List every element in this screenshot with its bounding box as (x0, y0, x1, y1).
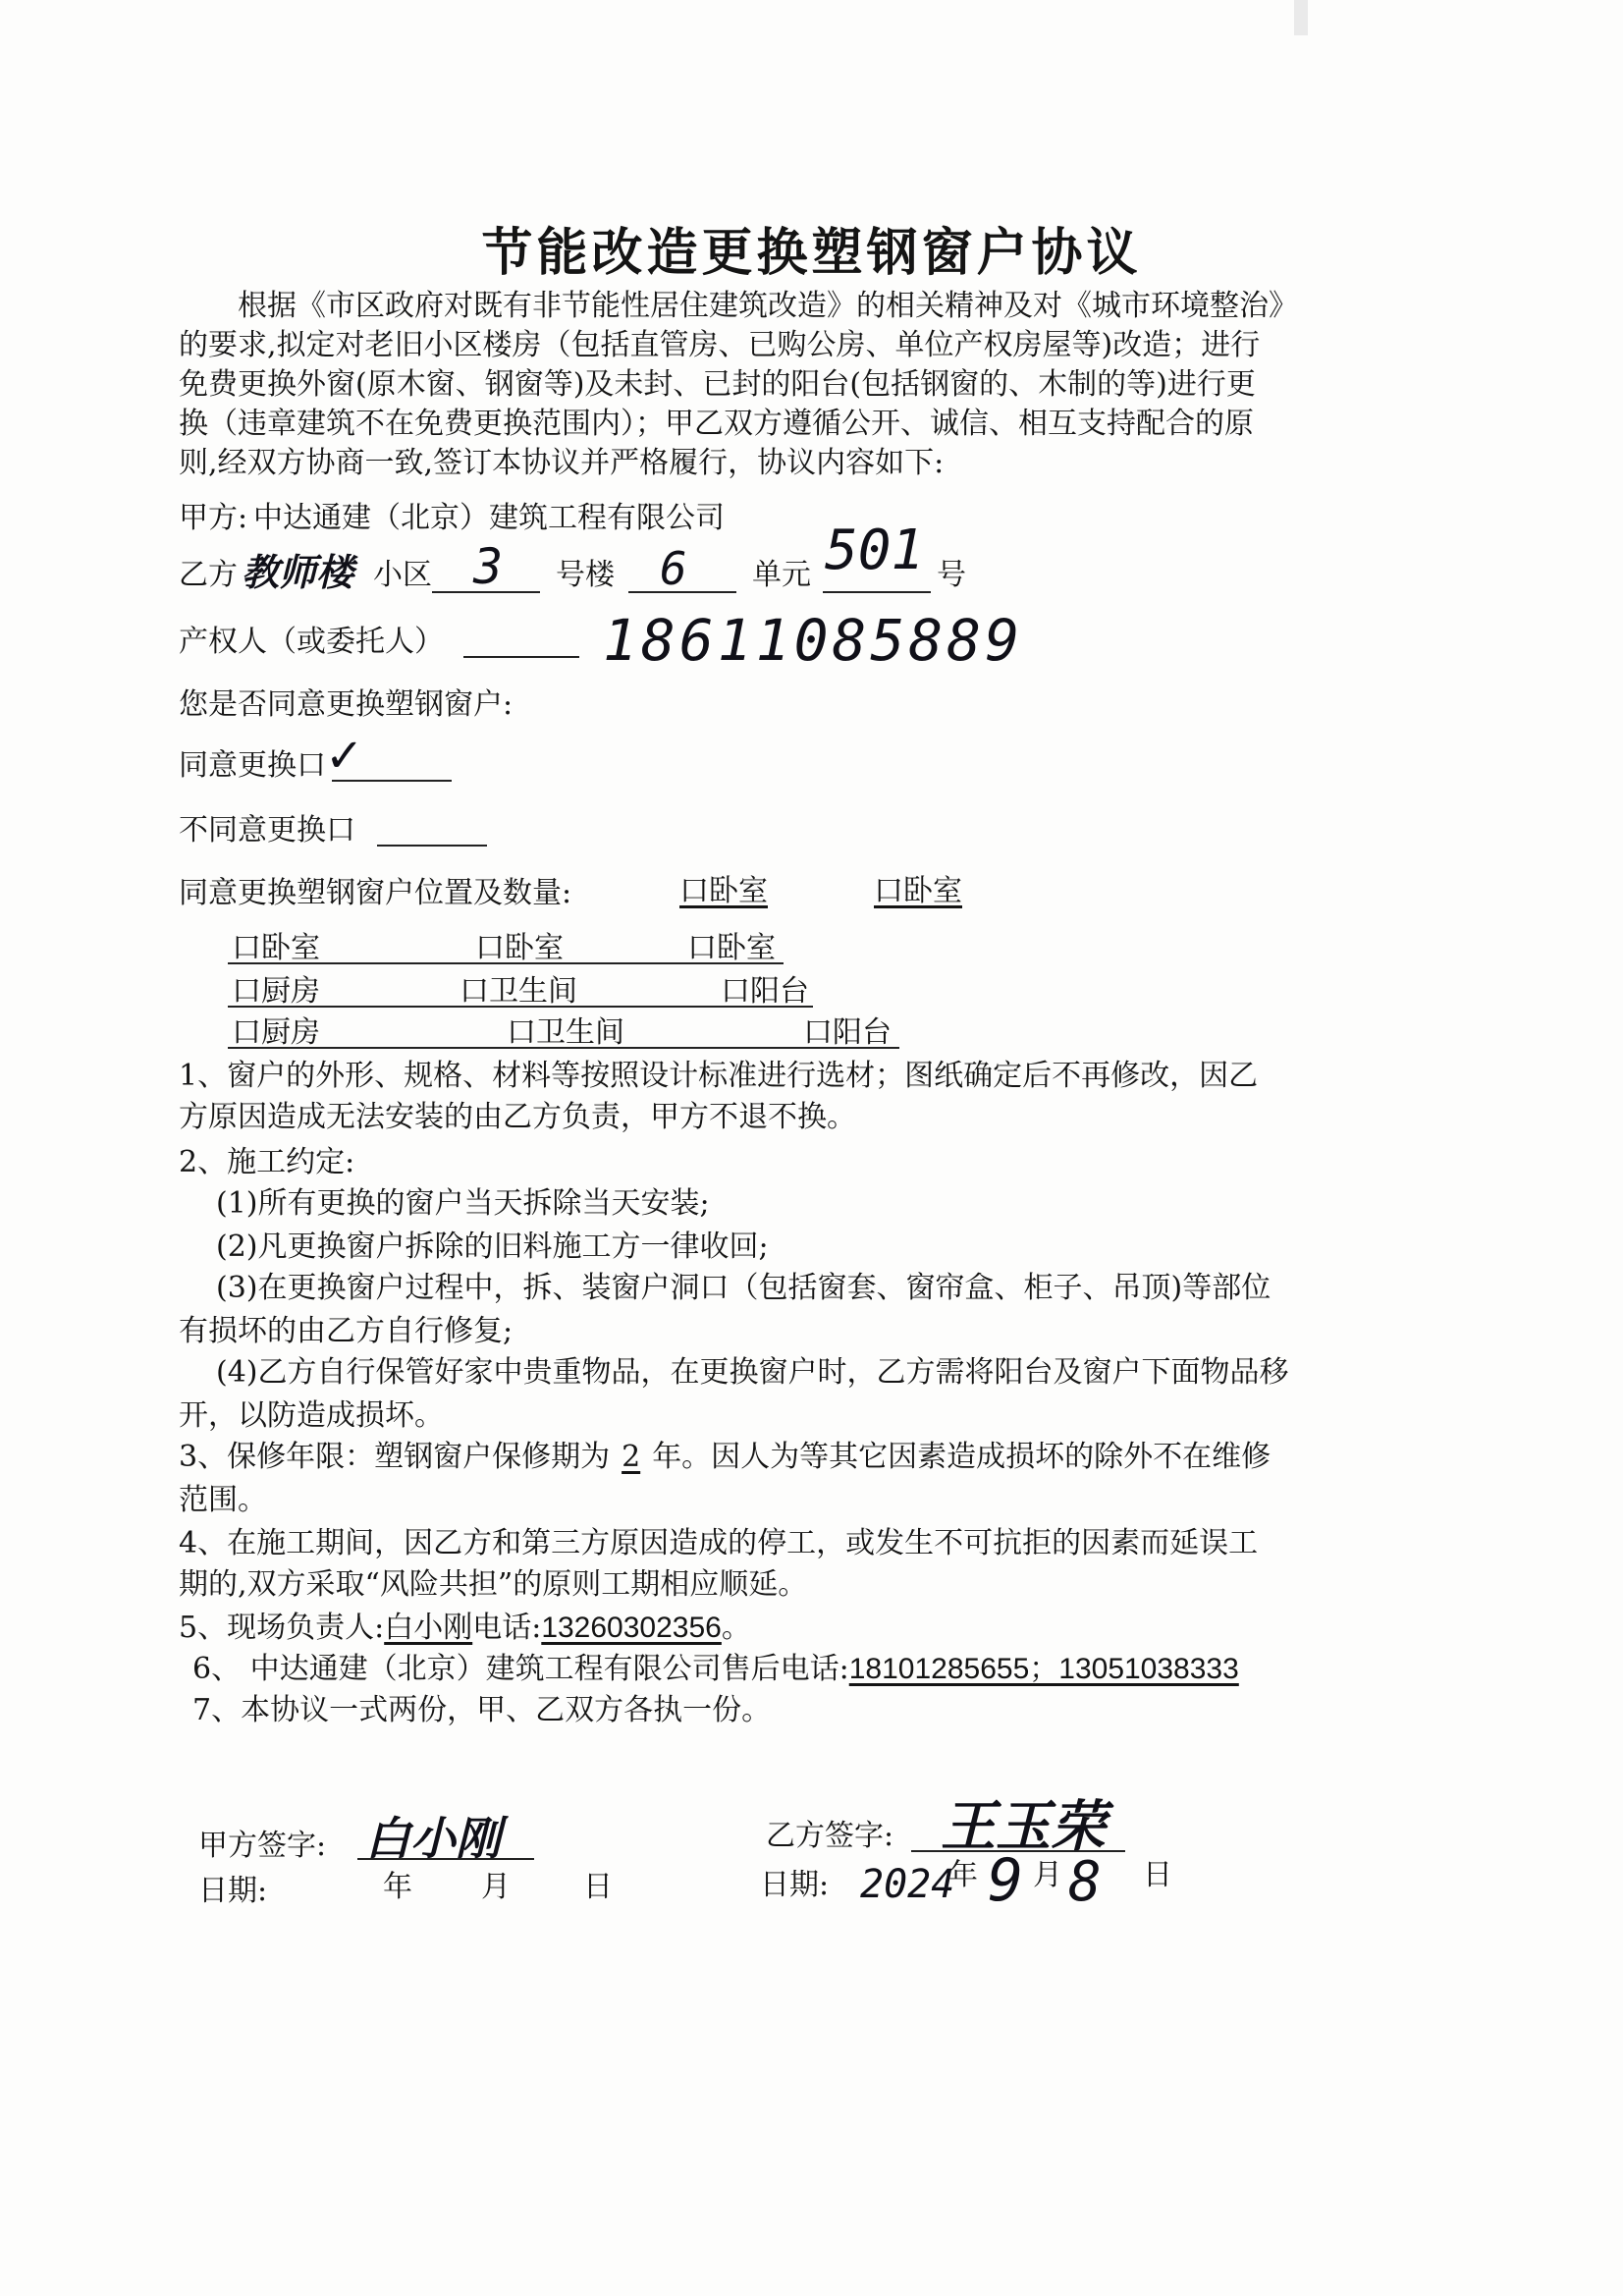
xiaoqu-label: 小区 (373, 558, 432, 592)
location-balcony-2: 口阳台 (803, 1015, 892, 1050)
location-bedroom-5: 口卧室 (687, 931, 776, 965)
term-2-item-4-line-2: 开，以防造成损坏。 (179, 1398, 444, 1433)
site-manager-name: 白小刚 (384, 1611, 473, 1645)
warranty-years: 2 (622, 1440, 641, 1474)
document-title: 节能改造更换塑钢窗户协议 (481, 224, 1142, 283)
location-bedroom-1: 口卧室 (679, 874, 768, 908)
disagree-checkbox: 口 (326, 813, 355, 847)
consent-question: 您是否同意更换塑钢窗户: (179, 687, 514, 722)
term-3-line-2: 范围。 (179, 1483, 267, 1517)
owner-line (463, 656, 579, 658)
party-b-day: 日 (1143, 1858, 1172, 1892)
agree-option (179, 746, 326, 786)
term-5-end: 。 (721, 1611, 751, 1645)
disagree-line (377, 845, 487, 847)
party-a-day: 日 (583, 1870, 613, 1904)
term-1-line-2: 方原因造成无法安装的由乙方负责，甲方不退不换。 (179, 1100, 856, 1134)
party-a-month: 月 (481, 1870, 511, 1904)
disagree-option (179, 811, 355, 850)
party-b-label: 乙方 (179, 558, 238, 592)
haolou-label: 号楼 (556, 558, 615, 592)
party-a-name: 中达通建（北京）建筑工程有限公司 (253, 501, 725, 535)
term-4-line-2: 期的,双方采取“风险共担”的原则工期相应顺延。 (179, 1567, 808, 1602)
agree-label: 同意更换 (179, 748, 297, 783)
scan-mark (1294, 0, 1308, 35)
intro-line-5: 则,经双方协商一致,签订本协议并严格履行，协议内容如下: (179, 446, 945, 480)
term-3-prefix: 3、保修年限：塑钢窗户保修期为 (179, 1440, 611, 1474)
term-2-item-4-line-1: (4)乙方自行保管好家中贵重物品，在更换窗户时，乙方需将阳台及窗户下面物品移 (216, 1355, 1289, 1390)
term-3-line-1 (179, 1438, 1271, 1477)
term-2-item-3-line-2: 有损坏的由乙方自行修复; (179, 1314, 514, 1348)
room-line (823, 591, 931, 593)
unit-number: 6 (660, 542, 687, 595)
term-6 (192, 1650, 1272, 1689)
location-kitchen-2: 口厨房 (232, 1015, 320, 1050)
location-bedroom-2: 口卧室 (874, 874, 962, 908)
location-kitchen-1: 口厨房 (232, 974, 320, 1009)
party-b-signature: 王玉荣 (941, 1795, 1106, 1859)
term-4-line-1: 4、在施工期间，因乙方和第三方原因造成的停工，或发生不可抗拒的因素而延误工 (179, 1526, 1259, 1560)
term-5-phone-label: 电话: (472, 1611, 542, 1645)
party-b-year-value: 2024 (860, 1862, 955, 1907)
intro-line-1: 根据《市区政府对既有非节能性居住建筑改造》的相关精神及对《城市环境整治》 (238, 289, 1298, 323)
party-b-day-value: 8 (1068, 1850, 1102, 1914)
party-a-date-label: 日期: (198, 1874, 268, 1908)
hao-label: 号 (937, 558, 966, 592)
party-b-date-label: 日期: (760, 1868, 830, 1902)
after-sales-phones: 18101285655；13051038333 (848, 1653, 1239, 1685)
party-b-year: 年 (948, 1858, 978, 1892)
party-b-month-value: 9 (988, 1846, 1024, 1915)
owner-label: 产权人（或委托人） (179, 625, 444, 659)
owner-phone-handwritten: 18611085889 (603, 607, 1024, 674)
term-2-item-1: (1)所有更换的窗户当天拆除当天安装; (216, 1186, 710, 1221)
site-manager-phone: 13260302356 (541, 1612, 722, 1644)
party-a-signature: 白小刚 (365, 1812, 501, 1865)
intro-line-4: 换（违章建筑不在免费更换范围内）；甲乙双方遵循公开、诚信、相互支持配合的原 (179, 407, 1254, 441)
term-7: 7、本协议一式两份，甲、乙双方各执一份。 (192, 1693, 772, 1727)
term-1-line-1: 1、窗户的外形、规格、材料等按照设计标准进行选材；图纸确定后不再修改，因乙 (179, 1059, 1259, 1093)
term-2-item-3-line-1: (3)在更换窗户过程中，拆、装窗户洞口（包括窗套、窗帘盒、柜子、吊顶)等部位 (216, 1271, 1271, 1305)
party-a-sign-label: 甲方签字: (198, 1829, 327, 1863)
location-bedroom-4: 口卧室 (475, 931, 564, 965)
term-2-item-2: (2)凡更换窗户拆除的旧料施工方一律收回; (216, 1230, 769, 1264)
location-bathroom-1: 口卫生间 (460, 974, 577, 1009)
community-handwritten: 教师楼 (242, 551, 354, 594)
location-bedroom-3: 口卧室 (232, 931, 320, 965)
term-5-prefix: 5、现场负责人: (179, 1611, 385, 1645)
agree-checkbox: 口 (297, 748, 326, 783)
danyuan-label: 单元 (752, 558, 811, 592)
term-5 (179, 1609, 751, 1648)
party-a-label: 甲方: (179, 501, 248, 535)
intro-line-2: 的要求,拟定对老旧小区楼房（包括直管房、已购公房、单位产权房屋等)改造；进行 (179, 328, 1261, 362)
term-3-suffix: 年。因人为等其它因素造成损坏的除外不在维修 (652, 1440, 1271, 1474)
agree-checkmark: ✓ (328, 723, 360, 785)
room-number: 501 (825, 519, 925, 582)
building-number: 3 (473, 538, 504, 595)
term-6-prefix: 6、 中达通建（北京）建筑工程有限公司售后电话: (192, 1652, 849, 1686)
party-b-sign-label: 乙方签字: (766, 1819, 894, 1853)
location-balcony-1: 口阳台 (721, 974, 809, 1009)
location-bathroom-2: 口卫生间 (507, 1015, 624, 1050)
term-2-heading: 2、施工约定: (179, 1145, 355, 1179)
party-a-year: 年 (383, 1870, 412, 1904)
location-label: 同意更换塑钢窗户位置及数量: (179, 876, 572, 910)
intro-line-3: 免费更换外窗(原木窗、钢窗等)及未封、已封的阳台(包括钢窗的、木制的等)进行更 (179, 367, 1256, 402)
disagree-label: 不同意更换 (179, 813, 326, 847)
party-b-month: 月 (1033, 1858, 1062, 1892)
